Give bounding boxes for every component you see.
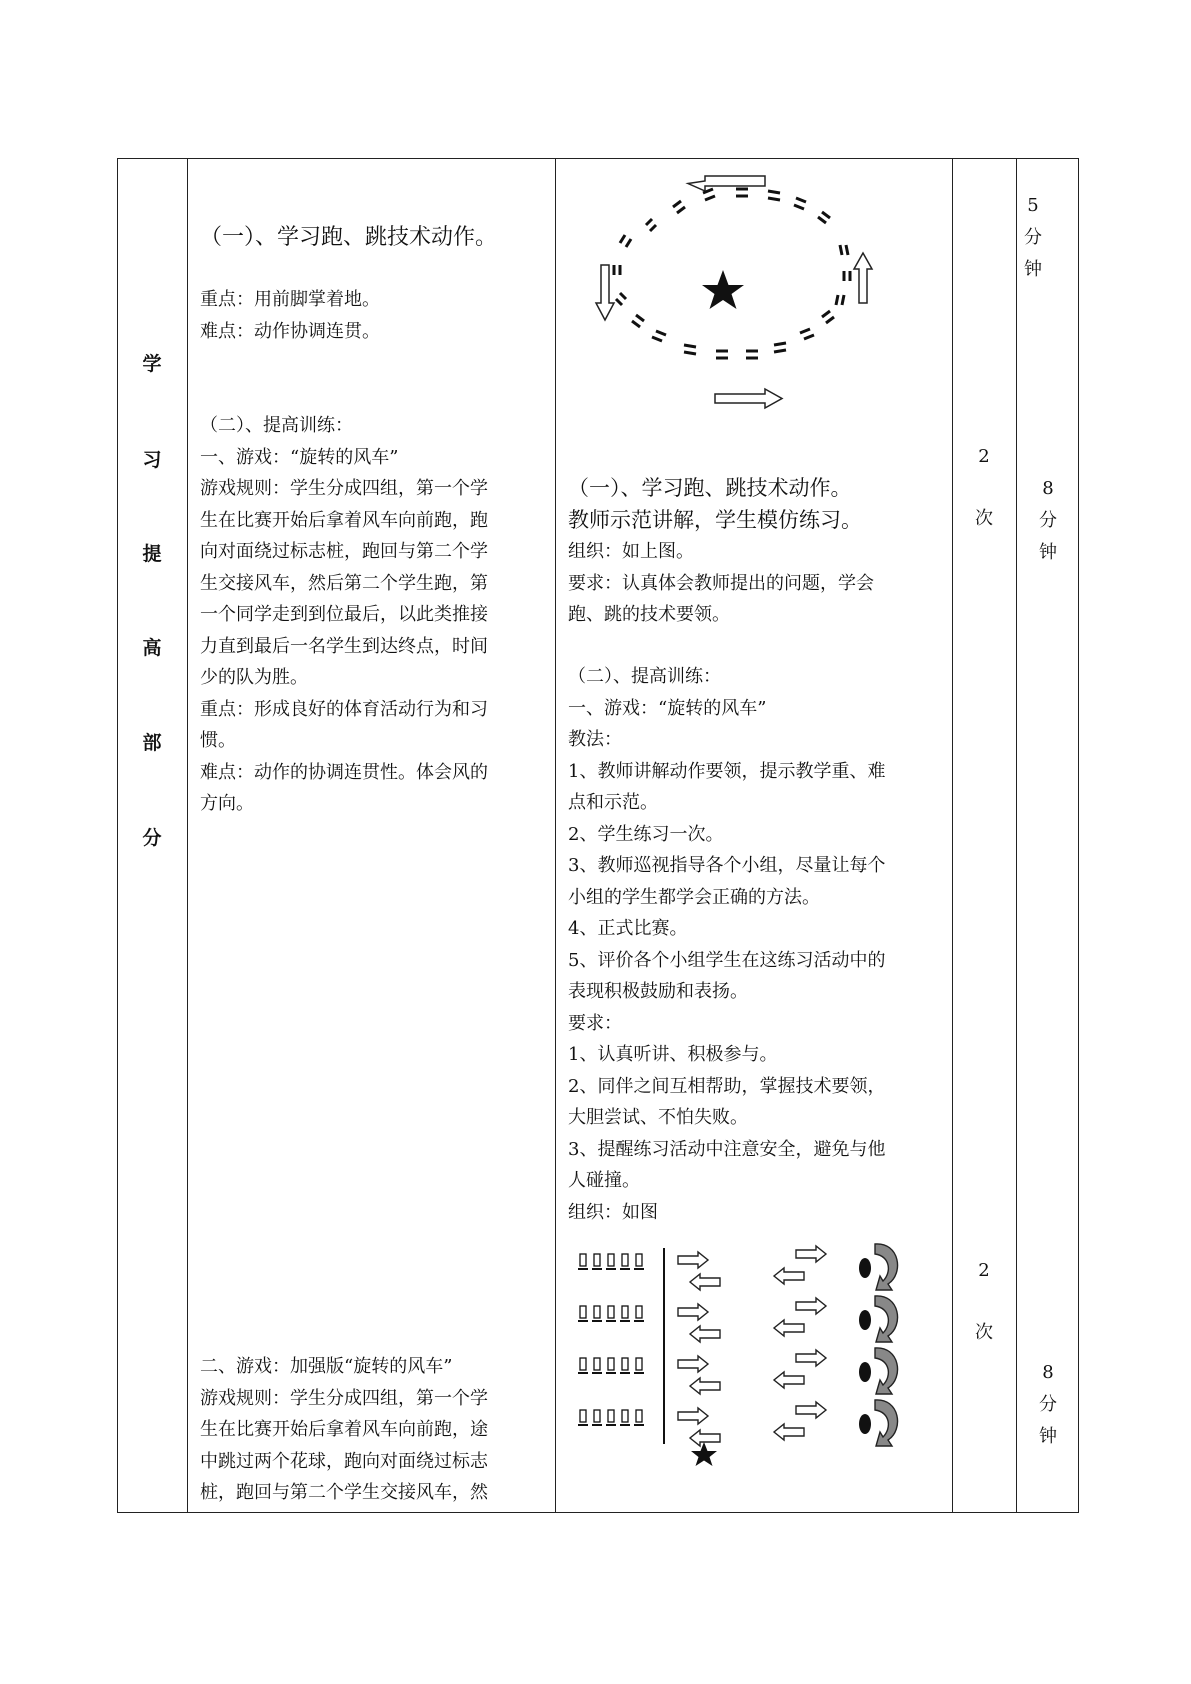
turn-arrow-icon bbox=[875, 1244, 898, 1290]
reps-1 bbox=[952, 441, 1016, 535]
method-part1-details bbox=[568, 536, 948, 631]
student-icon bbox=[580, 1410, 586, 1422]
student-icon bbox=[594, 1254, 600, 1266]
reps-2 bbox=[952, 1255, 1016, 1349]
requirement-line: 3、提醒练习活动中注意安全，避免与他 bbox=[568, 1138, 886, 1160]
teaching-line: 1、教师讲解动作要领，提示教学重、难 bbox=[568, 760, 886, 782]
teaching-line: 点和示范。 bbox=[568, 792, 658, 813]
marker-pole-icon bbox=[859, 1414, 871, 1434]
time-unit: 分 bbox=[1024, 227, 1042, 248]
time-unit: 分 bbox=[1039, 1394, 1057, 1415]
method-part1 bbox=[568, 472, 948, 536]
turn-arrow-icon bbox=[875, 1296, 898, 1342]
game2-rules-line: 游戏规则：学生分成四组，第一个学 bbox=[200, 1387, 488, 1409]
student-icon bbox=[594, 1410, 600, 1422]
game2-rules-line: 生在比赛开始后拿着风车向前跑，途 bbox=[200, 1419, 488, 1440]
game1-difficulty-line: 难点：动作的协调连贯性。体会风的 bbox=[200, 761, 488, 783]
method-req-line: 跑、跳的技术要领。 bbox=[568, 604, 730, 625]
time-unit: 钟 bbox=[1039, 542, 1057, 563]
game1-difficulty-line: 方向。 bbox=[200, 793, 254, 814]
section-label-char: 部 bbox=[142, 732, 162, 754]
turn-arrow-icon bbox=[875, 1400, 898, 1446]
teaching-label: 教法： bbox=[568, 729, 622, 750]
game2-rules-line: 中跳过两个花球，跑向对面绕过标志 bbox=[200, 1450, 488, 1472]
student-icon bbox=[580, 1358, 586, 1370]
student-icon bbox=[608, 1410, 614, 1422]
arrow-right-icon bbox=[678, 1356, 708, 1372]
key-point: 重点：用前脚掌着地。 bbox=[200, 289, 380, 310]
method-game1-title: 一、游戏：“旋转的风车” bbox=[568, 697, 767, 719]
arrow-left-icon bbox=[774, 1320, 804, 1336]
method-part2 bbox=[568, 661, 948, 1228]
game1-rules-line: 游戏规则：学生分成四组，第一个学 bbox=[200, 478, 488, 499]
content-part1-heading: （一）、学习跑、跳技术动作。 bbox=[200, 225, 498, 250]
arrow-left-icon bbox=[690, 1326, 720, 1342]
student-icon bbox=[622, 1306, 628, 1318]
method-part1-heading: （一）、学习跑、跳技术动作。 bbox=[568, 476, 852, 500]
arrow-right-icon bbox=[796, 1246, 826, 1262]
student-icon bbox=[636, 1410, 642, 1422]
arrow-right-icon bbox=[796, 1298, 826, 1314]
requirement-line: 1、认真听讲、积极参与。 bbox=[568, 1044, 778, 1065]
method-org-line: 组织：如上图。 bbox=[568, 541, 694, 562]
arrow-right-icon bbox=[678, 1252, 708, 1268]
student-icon bbox=[622, 1410, 628, 1422]
marker-pole-icon bbox=[859, 1362, 871, 1382]
turn-arrow-icon bbox=[875, 1348, 898, 1394]
reps-number: 2 bbox=[978, 1260, 990, 1281]
content-part1-key bbox=[200, 284, 380, 347]
student-icon bbox=[580, 1254, 586, 1266]
arrow-right-icon bbox=[678, 1304, 708, 1320]
teaching-line: 小组的学生都学会正确的方法。 bbox=[568, 886, 820, 908]
arrow-left-icon bbox=[688, 176, 765, 191]
arrow-left-icon bbox=[690, 1378, 720, 1394]
teaching-line: 5、评价各个小组学生在这练习活动中的 bbox=[568, 949, 886, 971]
game1-key-line: 重点：形成良好的体育活动行为和习 bbox=[200, 698, 488, 720]
time-unit: 钟 bbox=[1024, 259, 1042, 280]
student-icon bbox=[594, 1306, 600, 1318]
section-label-char: 分 bbox=[142, 827, 162, 849]
game1-rules-line: 生在比赛开始后拿着风车向前跑，跑 bbox=[200, 509, 488, 531]
student-icon bbox=[636, 1358, 642, 1370]
content-part2 bbox=[200, 410, 545, 820]
time-number: 5 bbox=[1027, 195, 1039, 216]
game1-key-line: 惯。 bbox=[200, 730, 236, 751]
student-icon bbox=[608, 1358, 614, 1370]
marker-pole-icon bbox=[859, 1310, 871, 1330]
student-icon bbox=[580, 1306, 586, 1318]
section-label-char: 高 bbox=[142, 637, 162, 659]
teaching-line: 4、正式比赛。 bbox=[568, 918, 688, 939]
arrow-left-icon bbox=[774, 1372, 804, 1388]
column-divider bbox=[1016, 158, 1017, 1513]
method-part1-demo: 教师示范讲解，学生模仿练习。 bbox=[568, 508, 862, 532]
content-game2 bbox=[200, 1351, 545, 1509]
student-icon bbox=[622, 1254, 628, 1266]
star-icon bbox=[691, 1442, 717, 1466]
column-divider bbox=[555, 158, 556, 1513]
teaching-line: 3、教师巡视指导各个小组，尽量让每个 bbox=[568, 855, 886, 876]
part2-heading: （二）、提高训练： bbox=[200, 415, 353, 436]
difficulty-point: 难点：动作协调连贯。 bbox=[200, 320, 380, 342]
arrow-down-icon bbox=[596, 265, 614, 320]
requirement-line: 2、同伴之间互相帮助，掌握技术要领， bbox=[568, 1075, 886, 1097]
game1-rules-line: 少的队为胜。 bbox=[200, 667, 308, 688]
arrow-left-icon bbox=[690, 1274, 720, 1290]
game1-rules-line: 生交接风车，然后第二个学生跑，第 bbox=[200, 572, 488, 594]
column-divider bbox=[187, 158, 188, 1513]
marker-pole-icon bbox=[859, 1258, 871, 1278]
teaching-line: 2、学生练习一次。 bbox=[568, 823, 724, 845]
game1-rules-line: 向对面绕过标志桩，跑回与第二个学 bbox=[200, 541, 488, 562]
teaching-line: 表现积极鼓励和表扬。 bbox=[568, 981, 748, 1002]
section-label-char: 提 bbox=[142, 543, 162, 565]
time-1 bbox=[1018, 190, 1048, 286]
game1-rules-line: 一个同学走到到位最后，以此类推接 bbox=[200, 604, 488, 625]
time-unit: 分 bbox=[1039, 510, 1057, 531]
student-icon bbox=[594, 1358, 600, 1370]
time-unit: 钟 bbox=[1039, 1426, 1057, 1447]
student-ring bbox=[614, 189, 850, 358]
arrow-right-icon bbox=[715, 389, 782, 408]
section-label-char: 习 bbox=[142, 449, 162, 471]
oval-formation-diagram bbox=[560, 165, 950, 415]
method-part2-heading: （二）、提高训练： bbox=[568, 666, 721, 687]
time-number: 8 bbox=[1042, 1362, 1054, 1383]
game1-rules-line: 力直到最后一名学生到达终点，时间 bbox=[200, 635, 488, 657]
relay-rows bbox=[578, 1244, 898, 1446]
star-icon bbox=[702, 270, 744, 309]
arrow-right-icon bbox=[796, 1350, 826, 1366]
arrow-right-icon bbox=[678, 1408, 708, 1424]
method-req-line: 要求：认真体会教师提出的问题，学会 bbox=[568, 572, 874, 594]
time-2 bbox=[1033, 473, 1063, 569]
requirement-line: 大胆尝试、不怕失败。 bbox=[568, 1107, 748, 1128]
student-icon bbox=[608, 1306, 614, 1318]
arrow-up-icon bbox=[854, 253, 872, 303]
game1-title: 一、游戏：“旋转的风车” bbox=[200, 446, 399, 468]
time-number: 8 bbox=[1042, 478, 1054, 499]
method-org2-line: 组织：如图 bbox=[568, 1201, 658, 1223]
game2-rules-line: 桩，跑回与第二个学生交接风车，然 bbox=[200, 1482, 488, 1503]
game2-title: 二、游戏：加强版“旋转的风车” bbox=[200, 1356, 453, 1377]
arrow-left-icon bbox=[774, 1268, 804, 1284]
relay-formation-diagram bbox=[570, 1240, 940, 1485]
reps-unit: 次 bbox=[975, 508, 993, 529]
arrow-right-icon bbox=[796, 1402, 826, 1418]
arrow-left-icon bbox=[774, 1424, 804, 1440]
student-icon bbox=[608, 1254, 614, 1266]
reps-number: 2 bbox=[978, 446, 990, 467]
requirement-line: 人碰撞。 bbox=[568, 1170, 640, 1191]
reps-unit: 次 bbox=[975, 1322, 993, 1343]
requirement-label: 要求： bbox=[568, 1012, 622, 1034]
section-label-char: 学 bbox=[142, 353, 162, 375]
student-icon bbox=[636, 1254, 642, 1266]
student-icon bbox=[622, 1358, 628, 1370]
student-icon bbox=[636, 1306, 642, 1318]
arrow-left-icon bbox=[690, 1430, 720, 1446]
time-3 bbox=[1033, 1357, 1063, 1453]
